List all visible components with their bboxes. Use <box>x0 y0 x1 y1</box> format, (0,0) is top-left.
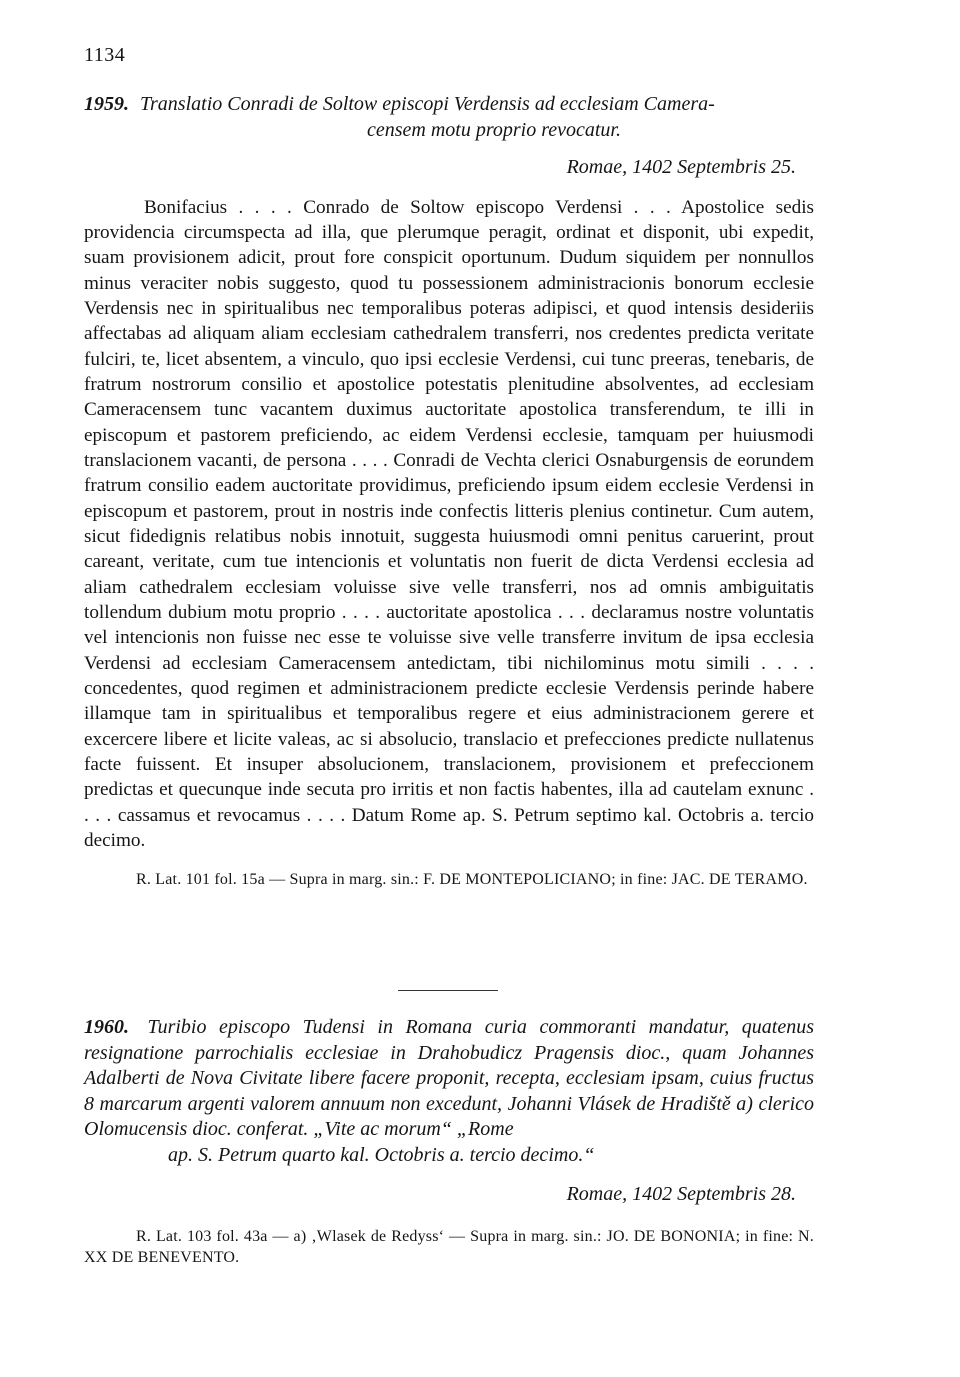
entry-heading-line2: ap. S. Petrum quarto kal. Octobris a. tercio decimo.“ <box>168 1143 595 1166</box>
entry-heading <box>84 1015 814 1168</box>
entry-heading <box>84 92 814 143</box>
entry-1960 <box>84 1015 814 1268</box>
entry-heading-line2: censem motu proprio revocatur. <box>366 118 622 141</box>
entry-heading-line1: Turibio episcopo Tudensi in Romana curia commoranti mandatur, quatenus resignatione parrochialis ecclesiae in Drahobudicz Pragensis dioc., quam Johannes Adalberti de Nova Civitate libere facere proponit, recepta, ecclesiam ipsam, cuius fructus 8 marcarum argenti valorem annuum non excedunt, Johanni Vlásek de Hradiště a) clerico Olomucensis dioc. conferat. „Vite ac morum“ „Rome <box>84 1016 815 1140</box>
entry-source-note: R. Lat. 103 fol. 43a — a) ‚Wlasek de Redyss‘ — Supra in marg. sin.: JO. DE BONONIA; in fine: N. XX DE BENEVENTO. <box>84 1227 814 1266</box>
entry-dateline: Romae, 1402 Septembris 28. <box>566 1183 796 1205</box>
entry-number: 1960. <box>84 1016 129 1038</box>
entry-number: 1959. <box>84 93 129 115</box>
section-divider <box>398 990 498 991</box>
entry-1959 <box>84 92 814 890</box>
entry-heading-line1: Translatio Conradi de Soltow episcopi Verdensis ad ecclesiam Camera- <box>140 93 715 115</box>
entry-body: Bonifacius . . . . Conrado de Soltow episcopo Verdensi . . . Apostolice sedis providencia circumspecta ad illa, que plerumque peragit, ordinat et disponit, ubi expedit, suam provisionem adicit, prout fore conspicit oportunum. Dudum siquidem per nonnullos minus veraciter nobis suggesto, quod tu possessionem administracionis bonorum ecclesie Verdensis nec in spiritualibus nec temporalibus poteras adipisci, et quod intensis desideriis affectabas ad aliquam aliam ecclesiam cathedralem transferri, nos credentes predicta veritate fulciri, te, licet absentem, a vinculo, quo ipsi ecclesie Verdensi, cui tunc preeras, tenebaris, de fratrum nostrorum consilio et apostolice potestatis plenitudine absolventes, ad ecclesiam Cameracensem tunc vacantem duximus auctoritate apostolica transferendum, te illi in episcopum et pastorem preficiendo, ac eidem Verdensi ecclesie, tamquam per huiusmodi translacionem vacanti, de persona . . . . Conradi de Vechta clerici Osnaburgensis de eorundem fratrum consilio eadem auctoritate providimus, preficiendo ipsum eidem ecclesie Verdensi in episcopum et pastorem, prout in nostris inde confectis litteris plenius continetur. Cum autem, sicut fidedignis relatibus nobis innotuit, suggesta huiusmodi omni penitus caruerint, prout careant, veritate, cum tue intencionis et voluntatis non fuerit de dicta Verdensi ecclesia ad aliam cathedralem ecclesiam voluisse sive velle transferri, nos ad omnis ambiguitatis tollendum dubium motu proprio . . . . auctoritate apostolica . . . declaramus nostre voluntatis vel intencionis non fuisse nec esse te voluisse sive velle transferre invitum de ipsa ecclesia Verdensi ad ecclesiam Cameracensem antedictam, tibi nichilominus motu simili . . . . concedentes, quod regimen et administracionem predicte ecclesie Verdensis perinde habere illamque tam in spiritualibus et temporalibus regere et eius administracionem gerere et excercere libere et licite valeas, ac si absolucio, translacio et prefecciones predicte nullatenus facte fuissent. Et insuper absolucionem, translacionem, provisionem et prefeccionem predictas et quecunque inde secuta pro irritis et non factis habentes, illa ad cautelam exnunc . . . . cassamus et revocamus . . . . Datum Rome ap. S. Petrum septimo kal. Octobris a. tercio decimo. <box>84 196 814 852</box>
page-number: 1134 <box>84 44 126 66</box>
entry-source-note: R. Lat. 101 fol. 15a — Supra in marg. sin.: F. DE MONTEPOLICIANO; in fine: JAC. DE TERAMO. <box>136 871 808 889</box>
entry-dateline: Romae, 1402 Septembris 25. <box>566 156 796 178</box>
